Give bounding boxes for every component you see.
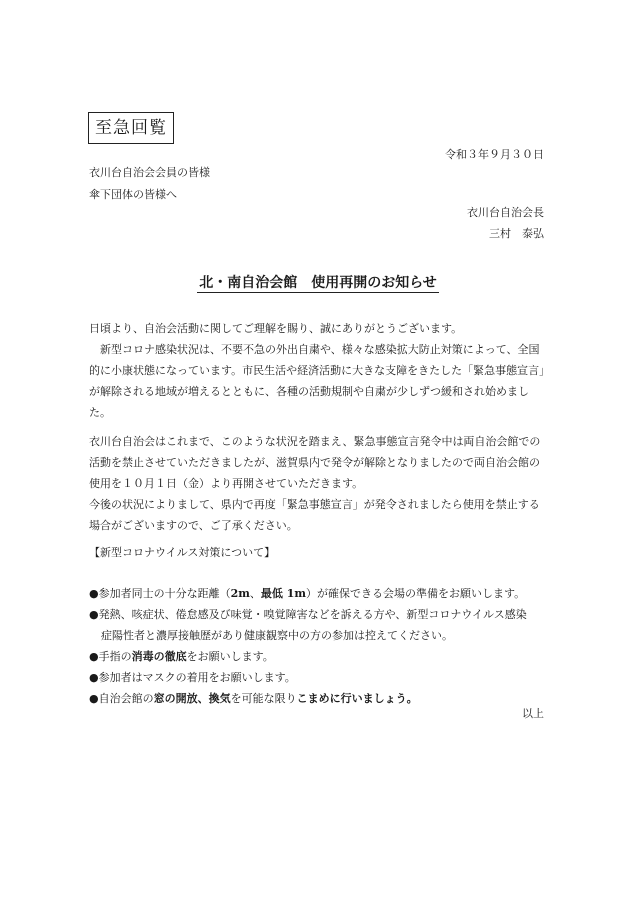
measure-item xyxy=(89,583,559,604)
measure-text: 自治会館の xyxy=(98,692,154,705)
bullet-dot-icon: ● xyxy=(89,650,99,663)
notice-title-text: 北・南自治会館 使用再開のお知らせ xyxy=(199,275,437,291)
measure-item-continuation: 症陽性者と濃厚接触歴があり健康観察中の方の参加は控えてください。 xyxy=(101,629,453,642)
urgent-circular-stamp: 至急回覧 xyxy=(88,112,174,144)
measure-text: 参加者はマスクの着用をお願いします。 xyxy=(98,671,296,684)
measure-item xyxy=(89,688,559,709)
measure-emphasis: 最低 1m xyxy=(260,587,307,600)
measure-item xyxy=(89,646,559,667)
bullet-dot-icon: ● xyxy=(89,608,99,621)
addressee-groups: 傘下団体の皆様へ xyxy=(89,188,177,201)
measure-text: をお願いします。 xyxy=(186,650,274,663)
measure-text: 、 xyxy=(249,587,261,600)
measure-emphasis: 窓の開放、換気 xyxy=(153,692,231,705)
measure-emphasis: 消毒の徹底 xyxy=(131,650,187,663)
issue-date: 令和３年９月３０日 xyxy=(445,148,544,161)
sender-organization: 衣川台自治会長 xyxy=(467,206,544,219)
measure-text: を可能な限り xyxy=(230,692,297,705)
greeting-paragraph xyxy=(89,318,549,423)
reopening-text: 衣川台自治会はこれまで、このような状況を踏まえ、緊急事態宣言発令中は両自治会館での活動を禁止させていただきましたが、滋賀県内で発令が解除となりましたので両自治会館の使用を１０月１日（金）より再開させていただきます。 xyxy=(89,435,541,490)
sender-name: 三村 泰弘 xyxy=(489,227,544,240)
measure-text: ）が確保できる会場の準備をお願いします。 xyxy=(306,587,526,600)
addressee-members: 衣川台自治会会員の皆様 xyxy=(89,166,210,179)
measure-text: 発熱、咳症状、倦怠感及び味覚・嗅覚障害などを訴える方や、新型コロナウイルス感染 xyxy=(98,608,527,621)
greeting-line: 日頃より、自治会活動に関してご理解を賜り、誠にありがとうございます。 xyxy=(89,322,463,335)
measures-heading: 【新型コロナウイルス対策について】 xyxy=(89,546,276,559)
measure-item xyxy=(89,667,559,688)
bullet-dot-icon: ● xyxy=(89,587,99,600)
measure-text: 手指の xyxy=(98,650,132,663)
measures-list xyxy=(89,583,559,709)
measure-emphasis: 2m xyxy=(230,587,250,600)
closing-mark: 以上 xyxy=(522,707,544,720)
future-restriction-text: 今後の状況によりまして、県内で再度「緊急事態宣言」が発令されましたら使用を禁止する場合がございますので、ご了承ください。 xyxy=(89,498,540,532)
covid-situation-text: 新型コロナ感染状況は、不要不急の外出自粛や、様々な感染拡大防止対策によって、全国的に小康状態になっています。市民生活や経済活動に大きな支障をきたした「緊急事態宣言」が解除される地域が増えるとともに、各種の活動規制や自粛が少しずつ緩和され始めました。 xyxy=(89,343,545,419)
measure-emphasis: こまめに行いましょう。 xyxy=(296,692,418,705)
measure-text: 参加者同士の十分な距離（ xyxy=(98,587,231,600)
bullet-dot-icon: ● xyxy=(89,692,99,705)
bullet-dot-icon: ● xyxy=(89,671,99,684)
measure-item xyxy=(89,604,559,625)
reopening-paragraph xyxy=(89,431,549,536)
notice-title xyxy=(0,272,636,292)
